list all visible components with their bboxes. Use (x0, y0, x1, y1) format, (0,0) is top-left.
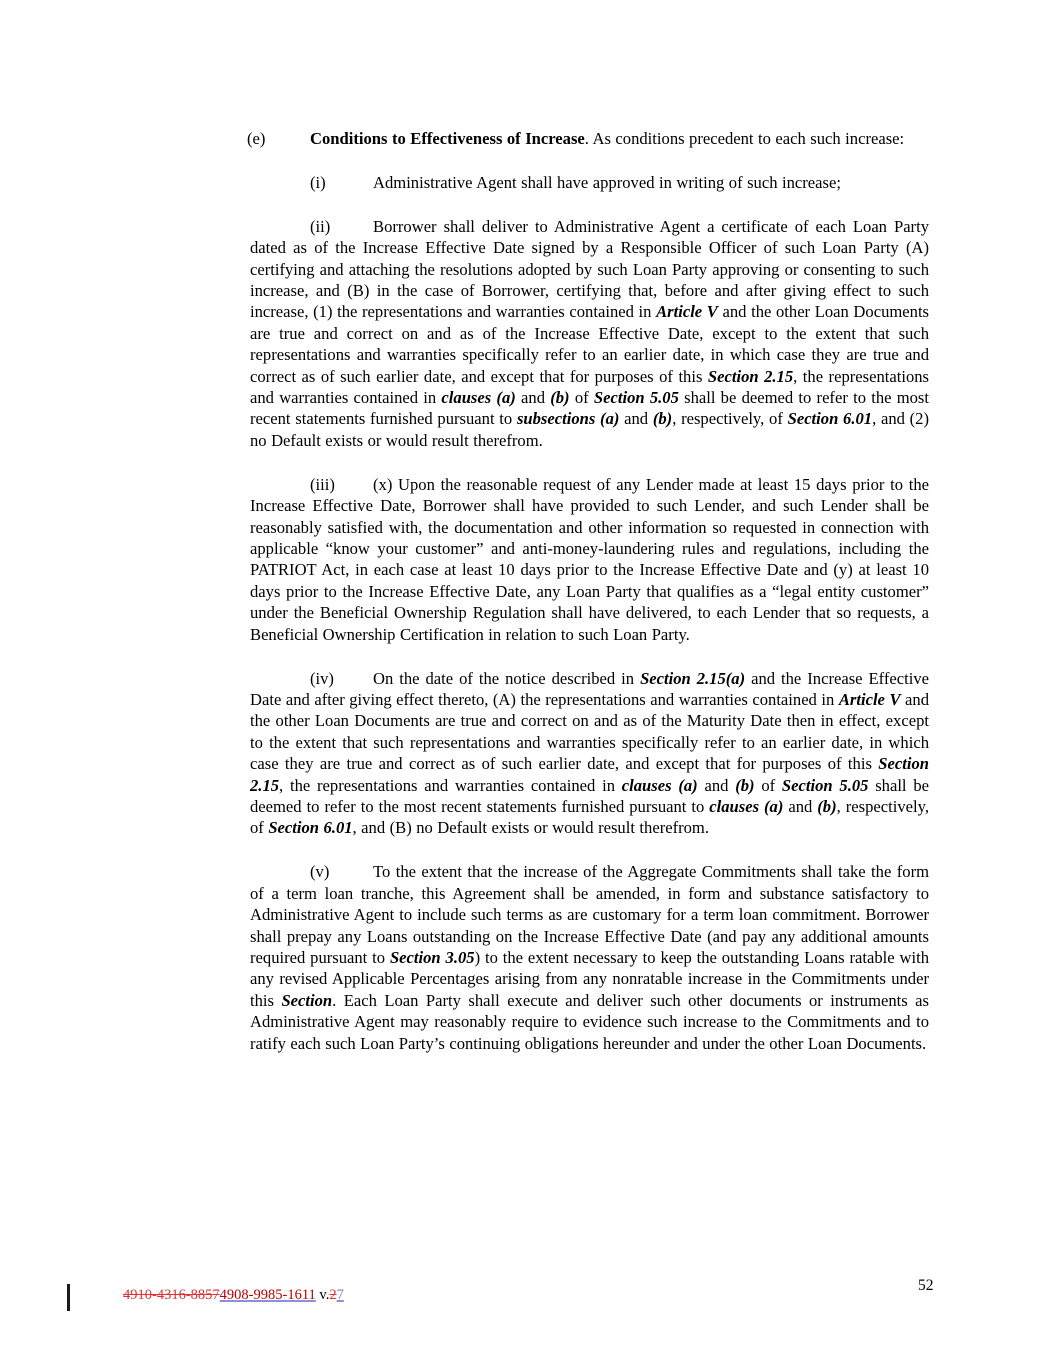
document-id-footer (123, 1287, 344, 1304)
paragraph-iv (250, 668, 929, 839)
document-body (0, 128, 1055, 1076)
paragraph-iv-text: On the date of the notice described in Section 2.15(a) and the Increase Effective Date and after giving effect thereto, (A) the representations and warranties contained in Article V and the other Loan Documents are true and correct on and as of the Maturity Date then in effect, except to the extent that such representations and warranties specifically refer to an earlier date, in which case they are true and correct as of such earlier date, and except that for purposes of this Section 2.15, the representations and warranties contained in clauses (a) and (b) of Section 5.05 shall be deemed to refer to the most recent statements furnished pursuant to clauses (a) and (b), respectively, of Section 6.01, and (B) no Default exists or would result therefrom. (250, 668, 929, 838)
paragraph-e (185, 128, 929, 149)
inserted-version: 7 (336, 1287, 344, 1303)
deleted-doc-id: 4910-4316-8857 (123, 1287, 220, 1303)
change-bar-icon (67, 1284, 70, 1311)
paragraph-i (250, 172, 929, 193)
paragraph-ii-text: Borrower shall deliver to Administrative Agent a certificate of each Loan Party dated as of the Increase Effective Date signed by a Responsible Officer of such Loan Party (A) certifying and attaching the resolutions adopted by such Loan Party approving or consenting to such increase, and (B) in the case of Borrower, certifying that, before and after giving effect to such increase, (1) the representations and warranties contained in Article V and the other Loan Documents are true and correct on and as of the Increase Effective Date, except to the extent that such representations and warranties specifically refer to an earlier date, in which case they are true and correct as of such earlier date, and except that for purposes of this Section 2.15, the representations and warranties contained in clauses (a) and (b) of Section 5.05 shall be deemed to refer to the most recent statements furnished pursuant to subsections (a) and (b), respectively, of Section 6.01, and (2) no Default exists or would result therefrom. (250, 216, 930, 450)
paragraph-v-label: (v) (310, 862, 330, 882)
paragraph-ii (250, 216, 929, 451)
deleted-version: 2 (329, 1287, 337, 1303)
paragraph-iii-label: (iii) (310, 474, 335, 494)
paragraph-iii (250, 474, 929, 645)
paragraph-i-text: Administrative Agent shall have approved in writing of such increase; (373, 172, 841, 192)
paragraph-v (250, 861, 929, 1054)
paragraph-e-label: (e) (247, 129, 266, 148)
paragraph-e-text: Conditions to Effectiveness of Increase. As conditions precedent to each such increase: (310, 129, 905, 148)
paragraph-i-label: (i) (310, 172, 326, 192)
paragraph-ii-label: (ii) (310, 216, 331, 236)
version-prefix: v. (315, 1287, 330, 1303)
paragraph-v-text: To the extent that the increase of the Aggregate Commitments shall take the form of a term loan tranche, this Agreement shall be amended, in form and substance satisfactory to Administrative Agent to include such terms as are customary for a term loan commitment. Borrower shall prepay any Loans outstanding on the Increase Effective Date (and pay any additional amounts required pursuant to Section 3.05) to the extent necessary to keep the outstanding Loans ratable with any revised Applicable Percentages arising from any nonratable increase in the Commitments under this Section. Each Loan Party shall execute and deliver such other documents or instruments as Administrative Agent may reasonably require to evidence such increase to the Commitments and to ratify each such Loan Party’s continuing obligations hereunder and under the other Loan Documents. (250, 862, 930, 1053)
paragraph-iv-label: (iv) (310, 668, 334, 688)
paragraph-iii-text: (x) Upon the reasonable request of any Lender made at least 15 days prior to the Increase Effective Date, Borrower shall have provided to such Lender, and such Lender shall be reasonably satisfied with, the documentation and other information so requested in connection with applicable “know your customer” and anti-money-laundering rules and regulations, including the PATRIOT Act, in each case at least 10 days prior to the Increase Effective Date and (y) at least 10 days prior to the Increase Effective Date, any Loan Party that qualifies as a “legal entity customer” under the Beneficial Ownership Regulation shall have delivered, to each Lender that so requests, a Beneficial Ownership Certification in relation to such Loan Party. (250, 474, 929, 644)
inserted-doc-id: 4908-9985-1611 (219, 1287, 316, 1303)
page-number: 52 (918, 1277, 934, 1294)
